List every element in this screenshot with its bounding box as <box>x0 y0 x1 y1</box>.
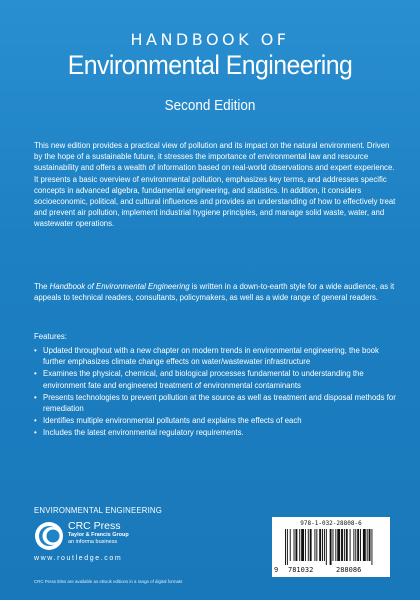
barcode-bar <box>360 529 361 561</box>
isbn-left-digits: 781032 <box>288 566 314 574</box>
barcode-bar <box>341 529 343 561</box>
bullet-icon: • <box>34 416 37 426</box>
barcode-bar <box>333 529 334 561</box>
bullet-icon: • <box>34 346 37 355</box>
barcode-bar <box>305 529 306 561</box>
title-environmental-engineering: Environmental Engineering <box>67 50 353 80</box>
feature-text: Updated throughout with a new chapter on modern trends in environmental engineering, the book further emphasizes climate change effects on water/wastewater infrastructure <box>43 346 379 367</box>
barcode-bar <box>299 529 300 561</box>
bullet-icon: • <box>34 369 37 379</box>
barcode-bar <box>326 529 327 565</box>
features-heading: Features: <box>34 332 67 341</box>
barcode-bar <box>367 529 368 561</box>
barcode-bar <box>310 529 312 561</box>
title-handbook-of: HANDBOOK OF <box>130 30 290 49</box>
feature-item <box>34 368 396 390</box>
publisher-business: an informa business <box>68 539 118 545</box>
barcode-bar <box>319 529 321 561</box>
feature-text: Includes the latest environmental regulatory requirements. <box>43 428 244 438</box>
publisher-group: Taylor & Francis Group <box>68 532 129 538</box>
barcode-bar <box>287 529 288 565</box>
feature-item <box>34 345 396 367</box>
ebook-note: CRC Press titles are available as eBook editions in a range of digital formats <box>34 579 183 584</box>
publisher-name: CRC Press <box>68 520 121 532</box>
barcode-bar <box>301 529 304 561</box>
barcode-bar <box>316 529 317 561</box>
barcode-bar <box>294 529 295 561</box>
barcode-bar <box>290 529 291 561</box>
barcode-bar <box>346 529 348 561</box>
barcode-bar <box>314 529 315 561</box>
barcode-bar <box>308 529 309 561</box>
subject-category: ENVIRONMENTAL ENGINEERING <box>34 506 163 515</box>
barcode-bar <box>371 529 372 565</box>
isbn-lead-digit: 9 <box>274 566 279 574</box>
description-paragraph-1: This new edition provides a practical view of pollution and its impact on the natural environment. Driven by the hope of a sustainable future, it stresses the importance of environmental law and resource sustainability and offers a wealth of information based on real-world observations and expert experience. It presents a basic overview of environmental pollution, emphasizes key terms, and addresses specific concepts in advanced algebra, fundamental engineering, and statistics. In addition, it considers socioeconomic, political, and cultural influences and provides an understanding of how to effectively treat and prevent air pollution, implement industrial hygiene principles, and manage solid waste, water, and wastewater operations. <box>34 141 396 229</box>
features-list <box>34 345 396 440</box>
isbn-number: 978-1-032-28808-6 <box>300 520 362 527</box>
feature-text: Examines the physical, chemical, and biological processes fundamental to understanding the environment fate and engineered treatment of environmental contaminants <box>43 369 364 390</box>
paragraph-2-prefix: The <box>34 282 50 291</box>
barcode-bar <box>357 529 359 561</box>
barcode-bar <box>353 529 354 561</box>
publisher-url: www.routledge.com <box>34 555 123 562</box>
feature-text: Presents technologies to prevent pollution at the source as well as treatment and disposal methods for remediation <box>43 392 396 414</box>
barcode-bar <box>363 529 366 561</box>
barcode-bar <box>330 529 332 565</box>
barcode-bar <box>295 529 297 561</box>
feature-text: Identifies multiple environmental pollutants and explains the effects of each <box>43 416 302 426</box>
barcode-bar <box>322 529 323 561</box>
crc-press-logo-icon <box>34 521 64 551</box>
isbn-right-digits: 288086 <box>336 566 362 574</box>
edition-label: Second Edition <box>164 97 256 114</box>
barcode-bar <box>350 529 351 561</box>
feature-item <box>34 392 396 414</box>
publisher-block <box>68 520 129 546</box>
barcode-bar <box>285 529 286 565</box>
barcode-bar <box>324 529 325 561</box>
paragraph-2-book-title: Handbook of Environmental Engineering <box>49 282 190 291</box>
bullet-icon: • <box>34 392 37 402</box>
barcode-bar <box>344 529 345 561</box>
barcode-bar <box>369 529 371 561</box>
barcode-bar <box>337 529 340 561</box>
bullet-icon: • <box>34 428 37 438</box>
isbn-barcode-icon <box>277 529 385 565</box>
paragraph-2-suffix: is written in a down-to-earth style for a wide audience, as it appeals to technical readers, consultants, policymakers, as well as a wide range of general readers. <box>34 282 395 303</box>
feature-item <box>34 427 396 438</box>
barcode-bar <box>355 529 356 561</box>
isbn-barcode <box>272 517 390 577</box>
feature-item <box>34 415 396 426</box>
barcode-bar <box>335 529 336 561</box>
description-paragraph-2 <box>34 281 396 303</box>
